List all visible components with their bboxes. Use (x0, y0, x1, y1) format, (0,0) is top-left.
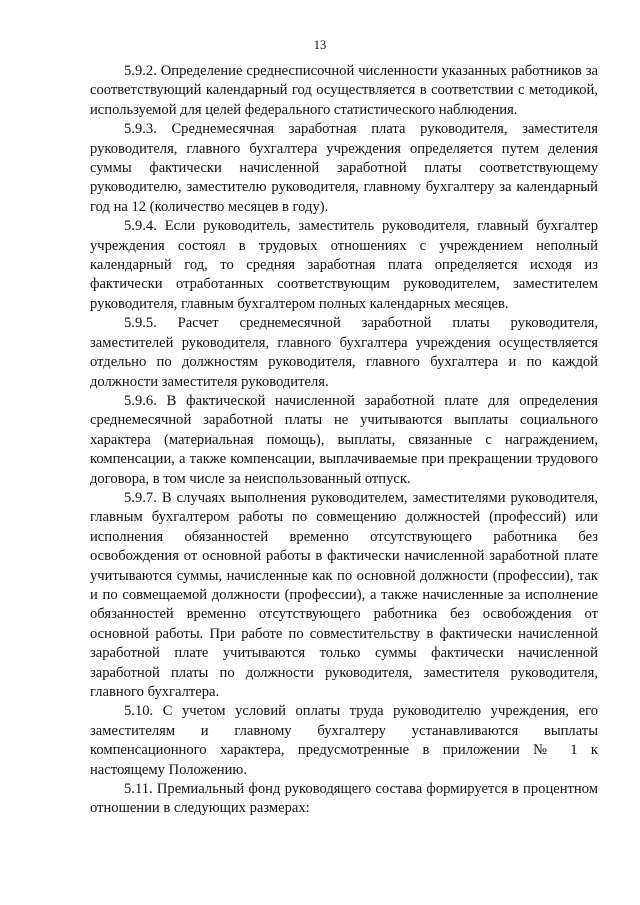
document-body (90, 62, 598, 819)
paragraph-5-9-6: 5.9.6. В фактической начисленной заработной плате для определения среднемесячной заработной платы не учитываются выплаты социального характера (материальная помощь), выплаты, связанные с награждением, компенсации, а также компенсации, выплачиваемые при прекращении трудового договора, в том числе за неиспользованный отпуск. (90, 392, 598, 487)
paragraph-5-9-7: 5.9.7. В случаях выполнения руководителем, заместителями руководителя, главным бухгалтером работы по совмещению должностей (профессий) или исполнения обязанностей временно отсутствующего работника без освобождения от основной работы в фактически начисленной заработной плате учитываются суммы, начисленные как по основной должности (профессии), так и по совмещаемой должности (профессии), а также начисленные за исполнение обязанностей временно отсутствующего работника без освобождения от основной работы. При работе по совместительству в фактически начисленной заработной плате учитываются только суммы фактически начисленной заработной платы по должности руководителя, заместителя руководителя, главного бухгалтера. (90, 489, 598, 700)
page-number: 13 (313, 38, 327, 52)
paragraph-5-10: 5.10. С учетом условий оплаты труда руководителю учреждения, его заместителям и главному бухгалтеру устанавливаются выплаты компенсационного характера, предусмотренные в приложении № 1 к настоящему Положению. (90, 703, 598, 778)
paragraph-5-9-3: 5.9.3. Среднемесячная заработная плата руководителя, заместителя руководителя, главного бухгалтера учреждения определяется путем деления суммы фактически начисленной заработной платы соответствующему руководителю, заместителю руководителя, главному бухгалтеру за календарный год на 12 (количество месяцев в году). (90, 121, 598, 215)
paragraph-5-9-2: 5.9.2. Определение среднесписочной численности указанных работников за соответствующий календарный год осуществляется в соответствии с методикой, используемой для целей федерального статистического наблюдения. (90, 63, 598, 118)
paragraph-5-9-4: 5.9.4. Если руководитель, заместитель руководителя, главный бухгалтер учреждения состоял в трудовых отношениях с учреждением неполный календарный год, то средняя заработная плата определяется исходя из фактически отработанных соответствующим руководителем, заместителем руководителя, главным бухгалтером полных календарных месяцев. (90, 218, 598, 312)
paragraph-5-9-5: 5.9.5. Расчет среднемесячной заработной платы руководителя, заместителей руководителя, главного бухгалтера учреждения осуществляется отдельно по должностям руководителя, главного бухгалтера и по каждой должности заместителя руководителя. (90, 315, 598, 390)
paragraph-5-11: 5.11. Премиальный фонд руководящего состава формируется в процентном отношении в следующих размерах: (90, 781, 598, 817)
